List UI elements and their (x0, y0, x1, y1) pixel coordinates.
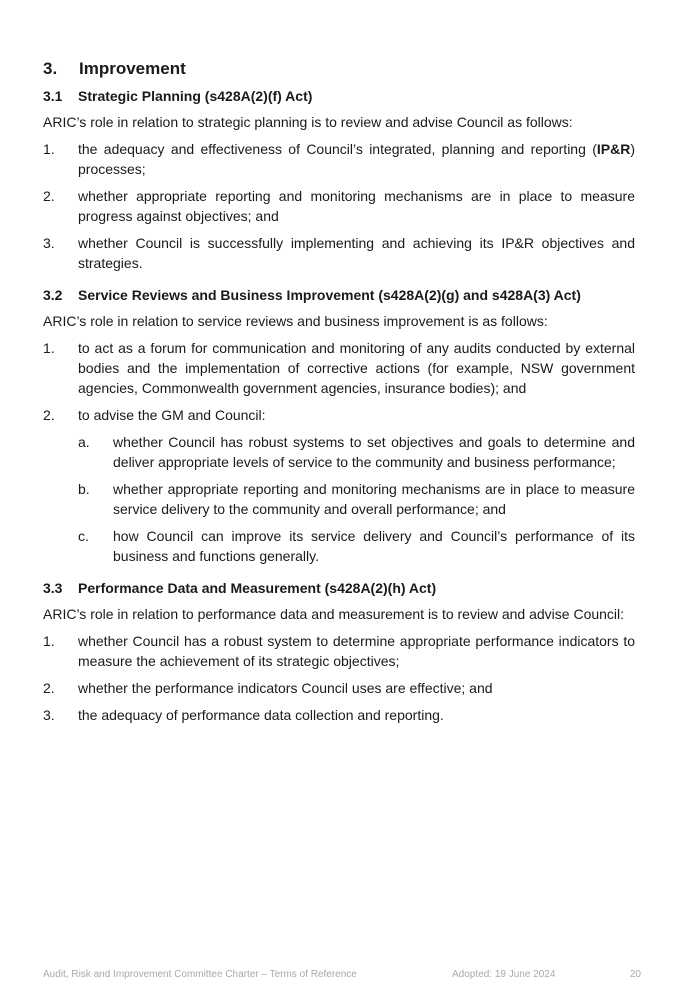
subsection-heading-3-2 (43, 285, 635, 305)
list-text-part: ) processes; (78, 141, 635, 177)
sub-list-letter: b. (78, 481, 90, 497)
list-number: 1. (43, 340, 55, 356)
list-text: whether appropriate reporting and monitoring mechanisms are in place to measure progress against objectives; and (78, 188, 635, 224)
section-title: Improvement (79, 59, 186, 78)
list-number: 2. (43, 680, 55, 696)
sub-list-text: how Council can improve its service delivery and Council’s performance of its business and functions generally. (113, 528, 635, 564)
footer-adopted-date: Adopted: 19 June 2024 (452, 969, 556, 980)
list-number: 2. (43, 188, 55, 204)
sub-list-text: whether Council has robust systems to set objectives and goals to determine and deliver appropriate levels of service to the community and business performance; (113, 434, 635, 470)
sub-list-item (78, 526, 635, 566)
sub-list-letter: c. (78, 528, 89, 544)
sub-list-text: whether appropriate reporting and monitoring mechanisms are in place to measure service delivery to the community and overall performance; and (113, 481, 635, 517)
sub-list-item (78, 432, 635, 472)
subsection-number: 3.2 (43, 287, 63, 303)
list-item (43, 233, 635, 273)
list-item (43, 186, 635, 226)
list-number: 1. (43, 633, 55, 649)
subsection-title: Performance Data and Measurement (s428A(2)(h) Act) (78, 580, 437, 596)
list-text: to advise the GM and Council: (78, 407, 266, 423)
list-item (43, 338, 635, 398)
list-number: 3. (43, 707, 55, 723)
subsection-title: Service Reviews and Business Improvement (s428A(2)(g) and s428A(3) Act) (78, 287, 581, 303)
sub-list-letter: a. (78, 434, 90, 450)
subsection-intro: ARIC’s role in relation to performance data and measurement is to review and advise Council: (43, 606, 625, 622)
subsection-number: 3.3 (43, 580, 63, 596)
list-text: whether the performance indicators Council uses are effective; and (78, 680, 493, 696)
subsection-heading-3-1 (43, 86, 635, 106)
subsection-title: Strategic Planning (s428A(2)(f) Act) (78, 88, 313, 104)
subsection-intro: ARIC’s role in relation to service reviews and business improvement is as follows: (43, 313, 548, 329)
subsection-heading-3-3 (43, 578, 635, 598)
list-item (43, 678, 635, 698)
list-number: 3. (43, 235, 55, 251)
list-text: to act as a forum for communication and monitoring of any audits conducted by external bodies and the implementation of corrective actions (for example, NSW government agencies, Commonwealth government agencies, insurance bodies); and (78, 340, 635, 396)
list-text: whether Council has a robust system to determine appropriate performance indicators to measure the achievement of its strategic objectives; (78, 633, 635, 669)
subsection-intro: ARIC’s role in relation to strategic planning is to review and advise Council as follows: (43, 114, 573, 130)
list-item (43, 139, 635, 179)
list-text (78, 139, 635, 179)
subsection-number: 3.1 (43, 88, 63, 104)
list-text: the adequacy of performance data collection and reporting. (78, 707, 444, 723)
section-number: 3. (43, 59, 58, 78)
list-text: whether Council is successfully implementing and achieving its IP&R objectives and strategies. (78, 235, 635, 271)
footer-document-title: Audit, Risk and Improvement Committee Charter – Terms of Reference (43, 969, 357, 980)
sub-list-item (78, 479, 635, 519)
list-text-bold: IP&R (596, 141, 631, 157)
section-heading (43, 58, 635, 80)
list-number: 2. (43, 407, 55, 423)
list-item (43, 405, 635, 425)
list-text-part: the adequacy and effectiveness of Council’s integrated, planning and reporting ( (78, 141, 597, 157)
footer-page-number: 20 (629, 969, 641, 980)
document-page (43, 58, 635, 732)
list-item (43, 705, 635, 725)
list-item (43, 631, 635, 671)
list-number: 1. (43, 141, 55, 157)
